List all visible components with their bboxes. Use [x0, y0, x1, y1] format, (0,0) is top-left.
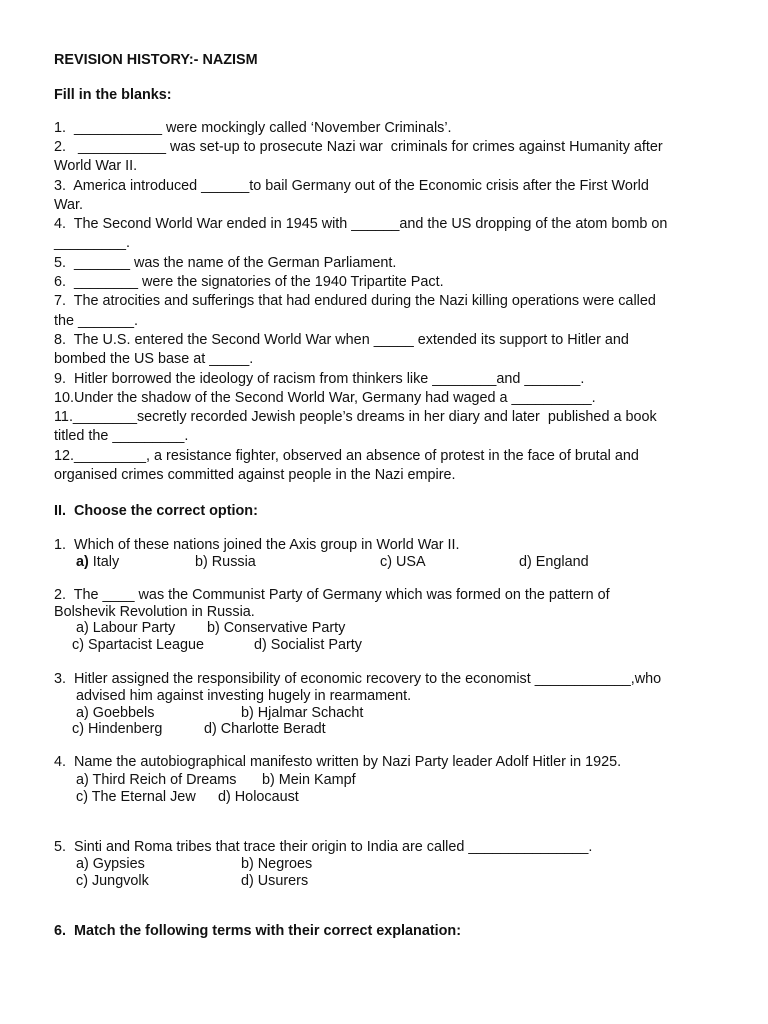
option-d: d) Charlotte Beradt	[204, 721, 326, 737]
question-3-cont: advised him against investing hugely in rearmament.	[76, 688, 412, 704]
option-a	[76, 553, 119, 572]
option-b: b) Conservative Party	[207, 620, 346, 636]
fill-blank-line: 5. _______ was the name of the German Parliament.	[54, 255, 397, 271]
page-title: REVISION HISTORY:- NAZISM	[54, 52, 258, 68]
fill-blank-line: 4. The Second World War ended in 1945 with ______and the US dropping of the atom bomb on	[54, 216, 668, 232]
option-a: a) Third Reich of Dreams	[76, 772, 237, 788]
question-1: 1. Which of these nations joined the Axis group in World War II.	[54, 537, 460, 553]
option-a: a) Labour Party	[76, 620, 176, 636]
option-d: d) Socialist Party	[254, 637, 362, 653]
option-a: a) Gypsies	[76, 856, 145, 872]
option-a: a) Goebbels	[76, 705, 155, 721]
question-5: 5. Sinti and Roma tribes that trace their origin to India are called _______________.	[54, 839, 593, 855]
fill-blank-line: 12._________, a resistance fighter, observed an absence of protest in the face of brutal and	[54, 448, 639, 464]
option-c: c) The Eternal Jew	[76, 789, 196, 805]
option-b: b) Hjalmar Schacht	[241, 705, 364, 721]
option-c: c) Hindenberg	[72, 721, 163, 737]
section-heading-match: 6. Match the following terms with their correct explanation:	[54, 923, 461, 939]
fill-blank-line: bombed the US base at _____.	[54, 351, 254, 367]
option-d: d) Holocaust	[218, 789, 299, 805]
option-a-label: a)	[76, 554, 89, 570]
section-heading-choose-option: II. Choose the correct option:	[54, 503, 258, 519]
fill-blank-line: 3. America introduced ______to bail Germany out of the Economic crisis after the First World	[54, 178, 649, 194]
fill-blank-line: 10.Under the shadow of the Second World War, Germany had waged a __________.	[54, 390, 596, 406]
fill-blank-line: titled the _________.	[54, 428, 189, 444]
option-c: c) Jungvolk	[76, 873, 149, 889]
fill-blank-line: 9. Hitler borrowed the ideology of racism from thinkers like ________and _______.	[54, 371, 585, 387]
fill-blank-line: War.	[54, 197, 84, 213]
fill-blank-line: the _______.	[54, 313, 139, 329]
fill-blank-line: 2. ___________ was set-up to prosecute Nazi war criminals for crimes against Humanity after	[54, 139, 663, 155]
option-d: d) England	[519, 554, 589, 570]
option-b: b) Mein Kampf	[262, 772, 356, 788]
option-a-text: Italy	[88, 554, 120, 570]
question-2-cont: Bolshevik Revolution in Russia.	[54, 604, 255, 620]
section-heading-fill-blanks: Fill in the blanks:	[54, 87, 172, 103]
question-2: 2. The ____ was the Communist Party of Germany which was formed on the pattern of	[54, 587, 610, 603]
fill-blank-line: 11.________secretly recorded Jewish people’s dreams in her diary and later published a book	[54, 409, 657, 425]
fill-blank-line: _________.	[54, 235, 131, 251]
fill-blank-line: 8. The U.S. entered the Second World War when _____ extended its support to Hitler and	[54, 332, 629, 348]
fill-blank-line: World War II.	[54, 158, 138, 174]
option-c: c) Spartacist League	[72, 637, 204, 653]
option-c: c) USA	[380, 554, 426, 570]
option-d: d) Usurers	[241, 873, 309, 889]
question-3: 3. Hitler assigned the responsibility of economic recovery to the economist ____________,who	[54, 671, 662, 687]
fill-blank-line: 7. The atrocities and sufferings that had endured during the Nazi killing operations were called	[54, 293, 656, 309]
fill-blank-line: 6. ________ were the signatories of the 1940 Tripartite Pact.	[54, 274, 444, 290]
fill-blank-line: organised crimes committed against people in the Nazi empire.	[54, 467, 456, 483]
question-4: 4. Name the autobiographical manifesto written by Nazi Party leader Adolf Hitler in 1925.	[54, 754, 622, 770]
option-b: b) Negroes	[241, 856, 313, 872]
option-b: b) Russia	[195, 554, 256, 570]
fill-blank-line: 1. ___________ were mockingly called ‘November Criminals’.	[54, 120, 452, 136]
